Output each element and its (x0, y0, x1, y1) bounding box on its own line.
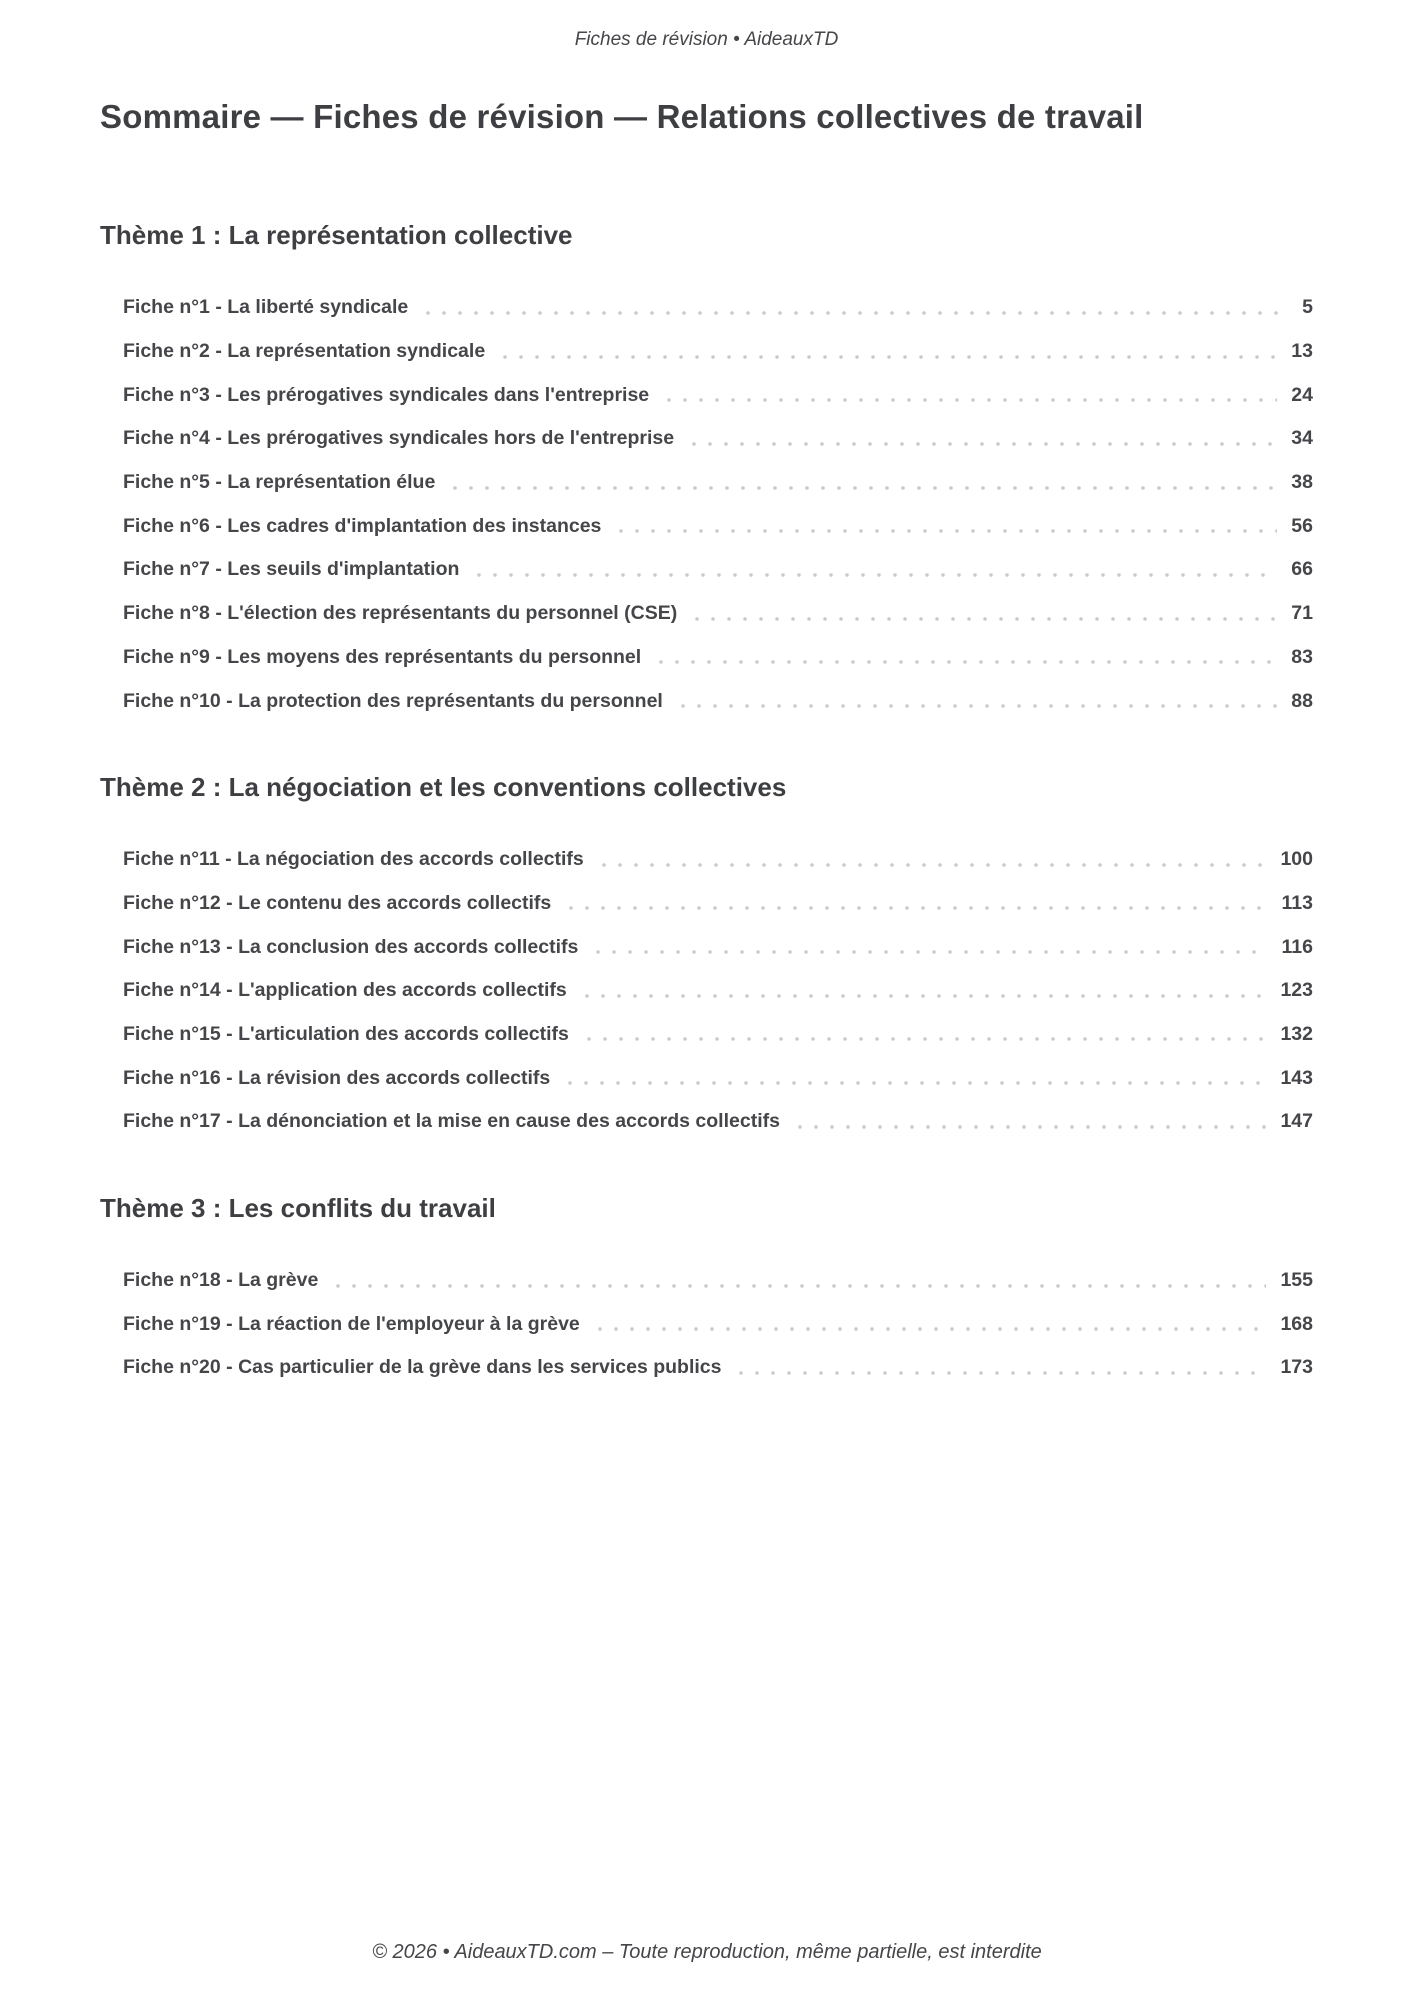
toc-row (100, 286, 1313, 330)
dot-leader (471, 573, 1277, 577)
toc-row (100, 1302, 1313, 1346)
toc-entry-label: Fiche n°11 - La négociation des accords collectifs (123, 848, 584, 871)
toc-entry-page: 66 (1291, 558, 1313, 581)
toc-entry-page: 123 (1280, 979, 1313, 1002)
theme-heading: Thème 2 : La négociation et les conventions collectives (100, 771, 787, 802)
toc-row (100, 1056, 1313, 1100)
toc-row (100, 373, 1313, 417)
toc-row (100, 1346, 1313, 1390)
toc-entry-label: Fiche n°9 - Les moyens des représentants du personnel (123, 645, 642, 668)
toc-entry-page: 147 (1280, 1110, 1313, 1133)
dot-leader (581, 1037, 1267, 1041)
toc-row (100, 417, 1313, 461)
toc-row (100, 679, 1313, 723)
toc-list (100, 286, 1313, 723)
toc-entry-label: Fiche n°17 - La dénonciation et la mise en cause des accords collectifs (123, 1110, 780, 1133)
dot-leader (613, 529, 1277, 533)
dot-leader (579, 994, 1267, 998)
toc-row (100, 1013, 1313, 1057)
toc-entry-page: 34 (1291, 427, 1313, 450)
toc-entry-page: 100 (1280, 848, 1313, 871)
toc-entry-page: 155 (1280, 1269, 1313, 1292)
toc-entry-page: 116 (1281, 935, 1313, 958)
toc-entry-label: Fiche n°12 - Le contenu des accords collectifs (123, 891, 552, 914)
dot-leader (497, 355, 1277, 359)
toc-entry-label: Fiche n°7 - Les seuils d'implantation (123, 558, 460, 581)
dot-leader (562, 1081, 1266, 1085)
toc-row (100, 1259, 1313, 1303)
dot-leader (689, 617, 1277, 621)
dot-leader (661, 398, 1277, 402)
toc-row (100, 636, 1313, 680)
toc-row (100, 592, 1313, 636)
toc-entry-label: Fiche n°13 - La conclusion des accords collectifs (123, 935, 579, 958)
toc-entry-page: 5 (1302, 296, 1313, 319)
dot-leader (590, 950, 1267, 954)
toc-row (100, 838, 1313, 882)
toc-entry-label: Fiche n°19 - La réaction de l'employeur à la grève (123, 1312, 580, 1335)
dot-leader (420, 311, 1288, 315)
copyright-footer: © 2026 • AideauxTD.com – Toute reproduction, même partielle, est interdite (372, 1941, 1042, 1963)
toc-entry-page: 71 (1291, 602, 1313, 625)
toc-row (100, 1100, 1313, 1144)
toc-row (100, 969, 1313, 1013)
toc-row (100, 330, 1313, 374)
running-header: Fiches de révision • AideauxTD (574, 29, 839, 50)
dot-leader (596, 863, 1267, 867)
toc-row (100, 461, 1313, 505)
toc-entry-label: Fiche n°3 - Les prérogatives syndicales dans l'entreprise (123, 383, 650, 406)
toc-entry-label: Fiche n°14 - L'application des accords collectifs (123, 979, 567, 1002)
toc-entry-page: 132 (1280, 1022, 1313, 1045)
theme-heading: Thème 1 : La représentation collective (100, 220, 573, 250)
toc-row (100, 504, 1313, 548)
toc-entry-label: Fiche n°15 - L'articulation des accords collectifs (123, 1022, 569, 1045)
toc-entry-label: Fiche n°1 - La liberté syndicale (123, 296, 409, 319)
toc-entry-page: 56 (1291, 514, 1313, 537)
toc-entry-label: Fiche n°8 - L'élection des représentants du personnel (CSE) (123, 602, 678, 625)
dot-leader (653, 660, 1277, 664)
theme-heading: Thème 3 : Les conflits du travail (100, 1192, 496, 1223)
dot-leader (733, 1371, 1266, 1375)
dot-leader (447, 486, 1277, 490)
toc-entry-page: 168 (1280, 1312, 1313, 1335)
toc-entry-page: 113 (1281, 891, 1313, 914)
dot-leader (686, 442, 1277, 446)
toc-entry-page: 173 (1280, 1356, 1313, 1379)
toc-list (100, 838, 1313, 1144)
dot-leader (792, 1125, 1267, 1129)
toc-entry-page: 143 (1280, 1066, 1313, 1089)
toc-row (100, 548, 1313, 592)
toc (100, 219, 1313, 1390)
dot-leader (592, 1327, 1267, 1331)
page-title: Sommaire — Fiches de révision — Relations collectives de travail (100, 98, 1144, 135)
toc-entry-page: 24 (1291, 383, 1313, 406)
theme-section (100, 1192, 1313, 1390)
dot-leader (675, 704, 1277, 708)
toc-row (100, 882, 1313, 926)
toc-entry-label: Fiche n°10 - La protection des représentants du personnel (123, 689, 663, 712)
toc-entry-label: Fiche n°4 - Les prérogatives syndicales hors de l'entreprise (123, 427, 675, 450)
toc-entry-label: Fiche n°20 - Cas particulier de la grève dans les services publics (123, 1356, 722, 1379)
toc-row (100, 925, 1313, 969)
theme-section (100, 771, 1313, 1144)
toc-entry-page: 38 (1291, 471, 1313, 494)
toc-entry-label: Fiche n°2 - La représentation syndicale (123, 340, 486, 363)
toc-entry-page: 88 (1291, 689, 1313, 712)
toc-list (100, 1259, 1313, 1390)
toc-entry-label: Fiche n°16 - La révision des accords collectifs (123, 1066, 551, 1089)
theme-section (100, 219, 1313, 723)
toc-entry-label: Fiche n°18 - La grève (123, 1269, 319, 1292)
dot-leader (563, 906, 1267, 910)
toc-entry-label: Fiche n°5 - La représentation élue (123, 471, 436, 494)
toc-entry-page: 83 (1291, 645, 1313, 668)
toc-entry-page: 13 (1291, 340, 1313, 363)
dot-leader (330, 1284, 1266, 1288)
toc-entry-label: Fiche n°6 - Les cadres d'implantation des instances (123, 514, 602, 537)
